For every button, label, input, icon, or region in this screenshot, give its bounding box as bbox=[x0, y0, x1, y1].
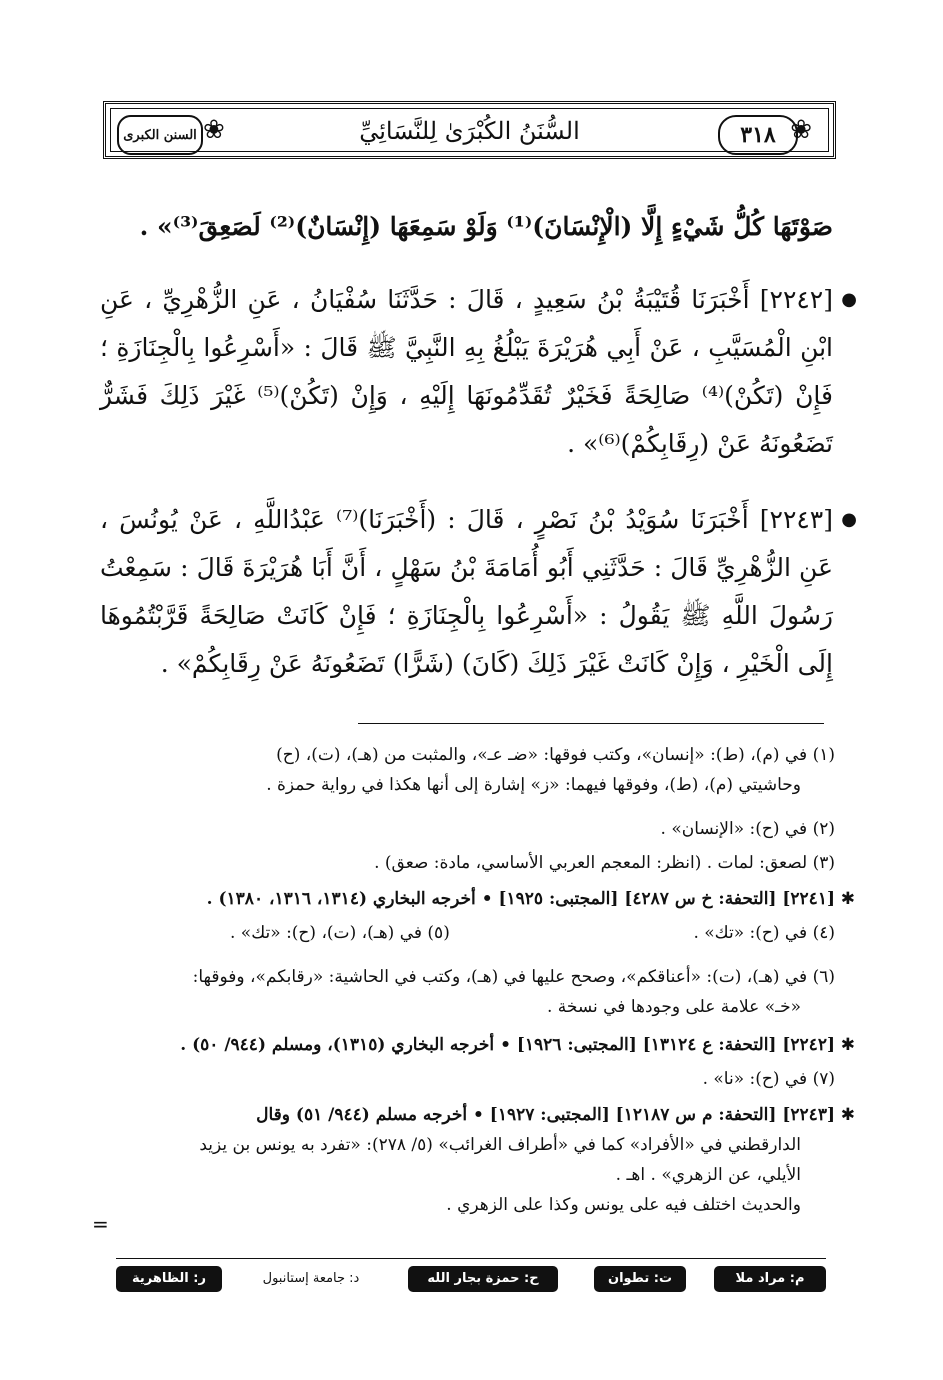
takhrij-2241 bbox=[120, 884, 855, 914]
takhrij-2243-line3: الأيلي، عن الزهري» . اهـ . bbox=[615, 1165, 801, 1185]
bottom-divider bbox=[116, 1258, 826, 1259]
siglum-h: ح: حمزة بجار الله bbox=[408, 1266, 558, 1292]
takhrij-2241-text: [٢٢٤١] [التحفة: خ س ٤٢٨٧] [المجتبى: ١٩٢٥] • أخرجه البخاري (١٣١٤، ١٣١٦، ١٣٨٠) . bbox=[206, 889, 835, 909]
hadith-2242-text: [٢٢٤٢] أَخْبَرَنَا قُتَيْبَةُ بْنُ سَعِيدٍ ، قَالَ : حَدَّثَنَا سُفْيَانُ ، عَنِ الزُّهْرِيِّ ، عَنِ ابْنِ الْمُسَيَّبِ ، عَنْ أَبِي هُرَيْرَةَ يَبْلُغُ بِهِ النَّبِيَّ ﷺ قَالَ : «أَسْرِعُوا بِالْجِنَازَةِ ؛ فَإِنْ (تَكُنْ)⁽⁴⁾ صَالِحَةً فَخَيْرٌ تُقَدِّمُونَهَا إِلَيْهِ ، وَإِنْ (تَكُنْ)⁽⁵⁾ غَيْرَ ذَلِكَ فَشَرٌّ تَضَعُونَهُ عَنْ (رِقَابِكُمْ)⁽⁶⁾» . bbox=[100, 285, 833, 458]
ornament-icon: ❀ bbox=[790, 115, 812, 145]
page-header bbox=[103, 101, 836, 159]
header-frame bbox=[110, 108, 829, 152]
siglum-r: ر: الظاهرية bbox=[116, 1266, 222, 1292]
book-logo-text: السنن الكبرى bbox=[123, 127, 197, 143]
footnote-6-line2: «خـ» علامة على وجودها في نسخة . bbox=[546, 997, 801, 1017]
footnote-5: (٥) في (هـ)، (ت)، (ح): «تك» . bbox=[230, 923, 450, 943]
bullet-icon: ● bbox=[841, 509, 857, 530]
footnote-4: (٤) في (ح): «تك» . bbox=[693, 923, 835, 943]
ornament-icon: ❀ bbox=[203, 115, 225, 145]
footnotes-4-5 bbox=[120, 918, 835, 948]
footnote-1-line2: وحاشيتي (م)، (ط)، وفوقها فيهما: «ز» إشارة إلى أنها هكذا في رواية حمزة . bbox=[266, 775, 801, 795]
asterisk-icon: ✱ bbox=[840, 1035, 855, 1055]
asterisk-icon: ✱ bbox=[840, 1105, 855, 1125]
footnote-6 bbox=[120, 962, 835, 1022]
takhrij-2242-text: [٢٢٤٢] [التحفة: ع ١٣١٢٤] [المجتبى: ١٩٢٦] • أخرجه البخاري (١٣١٥)، ومسلم (٩٤٤/ ٥٠) . bbox=[180, 1035, 835, 1055]
takhrij-2243-line4: والحديث اختلف فيه على يونس وكذا على الزهري . bbox=[446, 1195, 801, 1215]
footnote-2: (٢) في (ح): «الإنسان» . bbox=[660, 819, 835, 839]
running-title: السُّنَنُ الكُبْرَىٰ لِلنَّسَائِيِّ bbox=[359, 117, 580, 145]
hadith-2243 bbox=[100, 496, 857, 688]
takhrij-2243-line1: [٢٢٤٣] [التحفة: م س ١٢١٨٧] [المجتبى: ١٩٢٧] • أخرجه مسلم (٩٤٤/ ٥١) وقال bbox=[256, 1105, 835, 1125]
page-number: ٣١٨ bbox=[718, 115, 798, 155]
siglum-d: د: جامعة إستانبول bbox=[262, 1271, 360, 1286]
paragraph-continuation: صَوْتَهَا كُلُّ شَيْءٍ إِلَّا (الْإِنْسَانَ)⁽¹⁾ وَلَوْ سَمِعَهَا (إِنْسَانٌ)⁽²⁾ لَصَعِقَ⁽³⁾» . bbox=[139, 212, 833, 241]
takhrij-2243 bbox=[120, 1100, 855, 1220]
siglum-t: ت: تطوان bbox=[594, 1266, 686, 1292]
asterisk-icon: ✱ bbox=[840, 889, 855, 909]
hadith-2243-text: [٢٢٤٣] أَخْبَرَنَا سُوَيْدُ بْنُ نَصْرٍ ، قَالَ : (أَخْبَرَنَا)⁽⁷⁾ عَبْدُاللَّهِ ، عَنْ يُونُسَ ، عَنِ الزُّهْرِيِّ قَالَ : حَدَّثَنِي أَبُو أُمَامَةَ بْنُ سَهْلٍ ، أَنَّ أَبَا هُرَيْرَةَ قَالَ : سَمِعْتُ رَسُولَ اللَّهِ ﷺ يَقُولُ : «أَسْرِعُوا بِالْجِنَازَةِ ؛ فَإِنْ كَانَتْ صَالِحَةً قَرَّبْتُمُوهَا إِلَى الْخَيْرِ ، وَإِنْ كَانَتْ غَيْرَ ذَلِكَ (كَانَ) (شَرًّا) تَضَعُونَهُ عَنْ رِقَابِكُمْ» . bbox=[100, 505, 833, 678]
takhrij-2242 bbox=[120, 1030, 855, 1060]
bullet-icon: ● bbox=[841, 289, 857, 310]
footnote-divider bbox=[358, 723, 824, 724]
book-logo bbox=[117, 115, 203, 155]
footnote-7: (٧) في (ح): «نا» . bbox=[702, 1069, 835, 1089]
footnote-1 bbox=[120, 740, 835, 800]
footnote-3: (٣) لصعق: لمات . (انظر: المعجم العربي الأساسي، مادة: صعق) . bbox=[374, 853, 835, 873]
hadith-2242 bbox=[100, 276, 857, 468]
siglum-m: م: مراد ملا bbox=[714, 1266, 826, 1292]
footnote-6-line1: (٦) في (هـ)، (ت): «أعناقكم»، وصحح عليها في (هـ)، وكتب في الحاشية: «رقابكم»، وفوقها: bbox=[192, 967, 835, 987]
continuation-mark: = bbox=[92, 1212, 109, 1236]
manuscript-sigla bbox=[116, 1266, 826, 1296]
takhrij-2243-line2: الدارقطني في «الأفراد» كما في «أطراف الغرائب» (٥/ ٢٧٨): «تفرد به يونس بن يزيد bbox=[199, 1135, 801, 1155]
footnote-1-line1: (١) في (م)، (ط): «إنسان»، وكتب فوقها: «ضـ عـ»، والمثبت من (هـ)، (ت)، (ح) bbox=[276, 745, 835, 765]
